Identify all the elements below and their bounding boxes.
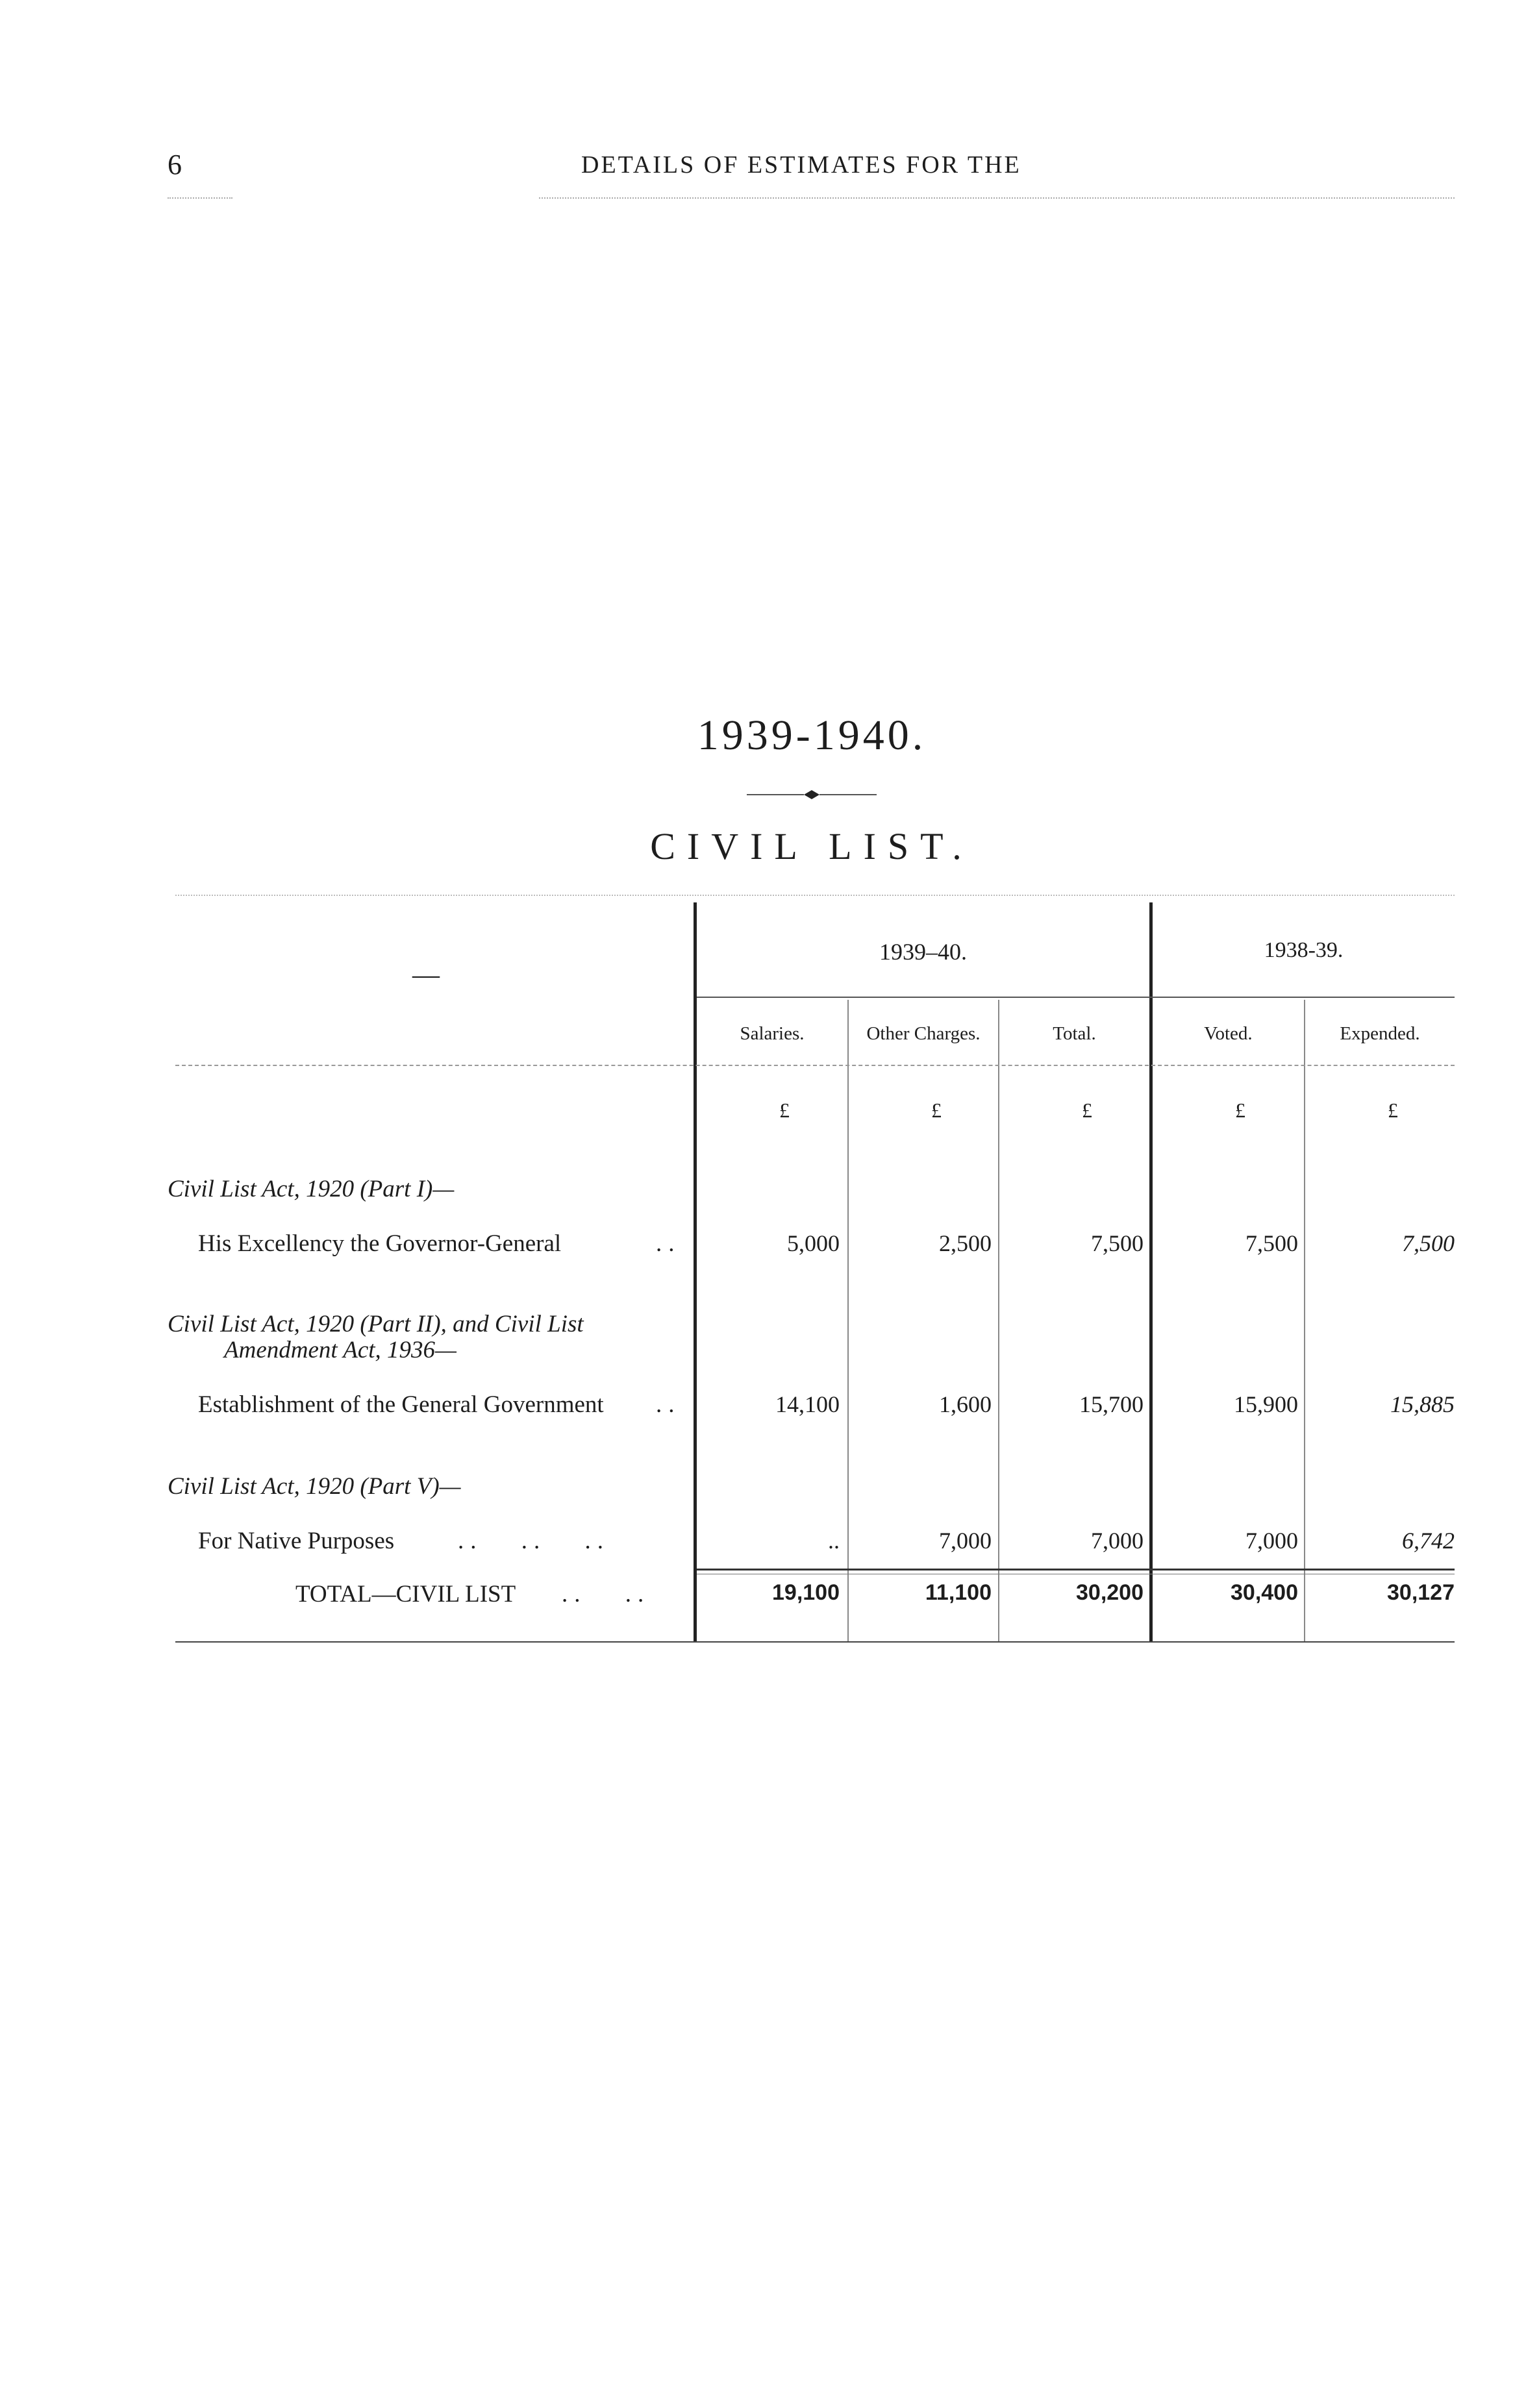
value-expended: 6,742 — [1402, 1528, 1455, 1554]
total-leaders: .. .. — [562, 1581, 651, 1607]
row-leaders: .. .. .. — [458, 1528, 610, 1554]
section-heading: Civil List Act, 1920 (Part V)— — [168, 1473, 461, 1500]
value-other-charges: 7,000 — [939, 1528, 992, 1554]
row-label: Establishment of the General Government — [198, 1391, 604, 1418]
value-voted: 15,900 — [1234, 1391, 1298, 1417]
column-header-rule — [175, 1065, 1455, 1066]
unit-voted: £ — [1235, 1098, 1245, 1122]
group-header-1939-40: 1939–40. — [879, 939, 967, 965]
section-title: CIVIL LIST. — [650, 825, 973, 867]
unit-other-charges: £ — [931, 1098, 942, 1122]
unit-total: £ — [1082, 1098, 1092, 1122]
row-label: For Native Purposes — [198, 1528, 395, 1554]
value-salaries: 5,000 — [787, 1230, 840, 1256]
row-leaders: .. — [656, 1230, 681, 1257]
col-header-voted: Voted. — [1204, 1023, 1253, 1044]
value-other-charges: 1,600 — [939, 1391, 992, 1417]
total-voted: 30,400 — [1231, 1580, 1298, 1605]
value-expended: 15,885 — [1390, 1391, 1455, 1417]
value-total: 7,500 — [1091, 1230, 1144, 1256]
col-header-salaries: Salaries. — [740, 1023, 805, 1044]
value-total: 15,700 — [1079, 1391, 1144, 1417]
value-salaries: .. — [828, 1528, 840, 1554]
group-header-1938-39: 1938-39. — [1264, 938, 1344, 962]
section-heading-continued: Amendment Act, 1936— — [224, 1337, 457, 1363]
value-total: 7,000 — [1091, 1528, 1144, 1554]
ornament-divider — [747, 788, 877, 801]
stub-dash: — — [412, 960, 440, 990]
total-rule-top — [697, 1569, 1455, 1570]
year-title: 1939-1940. — [697, 712, 927, 759]
table-top-rule — [175, 895, 1455, 896]
running-head: DETAILS OF ESTIMATES FOR THE — [581, 151, 1021, 179]
header-rule — [539, 197, 1455, 199]
value-voted: 7,000 — [1245, 1528, 1298, 1554]
col-header-total: Total. — [1053, 1023, 1096, 1044]
row-leaders: .. — [656, 1391, 681, 1418]
total-label: TOTAL—CIVIL LIST — [295, 1581, 516, 1607]
value-expended: 7,500 — [1402, 1230, 1455, 1256]
col-header-expended: Expended. — [1340, 1023, 1420, 1044]
table-bottom-rule — [175, 1641, 1455, 1643]
header-rule-left — [168, 197, 232, 199]
unit-salaries: £ — [779, 1098, 790, 1122]
total-salaries: 19,100 — [772, 1580, 840, 1605]
total-other-charges: 11,100 — [925, 1580, 992, 1605]
section-heading: Civil List Act, 1920 (Part II), and Civil List — [168, 1311, 584, 1337]
value-voted: 7,500 — [1245, 1230, 1298, 1256]
row-label: His Excellency the Governor-General — [198, 1230, 562, 1257]
value-salaries: 14,100 — [775, 1391, 840, 1417]
col-header-other-charges: Other Charges. — [866, 1023, 981, 1044]
total-total: 30,200 — [1076, 1580, 1144, 1605]
value-other-charges: 2,500 — [939, 1230, 992, 1256]
section-heading: Civil List Act, 1920 (Part I)— — [168, 1176, 455, 1202]
group-header-rule — [697, 997, 1455, 998]
total-expended: 30,127 — [1387, 1580, 1455, 1605]
unit-expended: £ — [1388, 1098, 1398, 1122]
page-number: 6 — [168, 149, 182, 180]
